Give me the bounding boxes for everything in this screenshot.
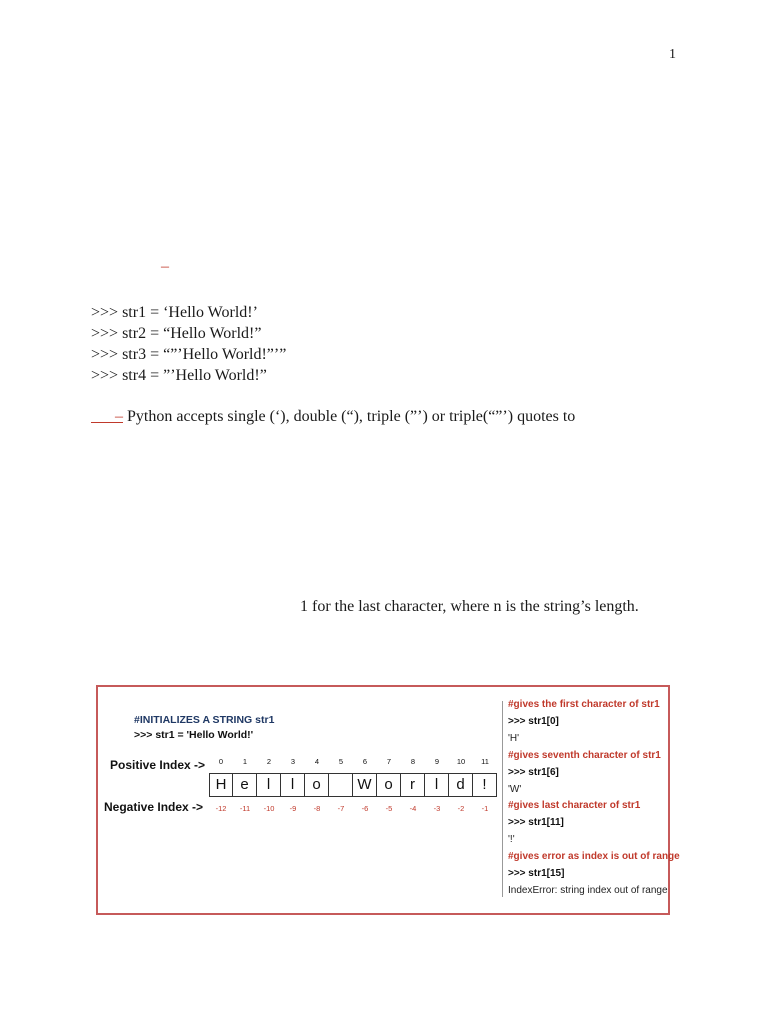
string-index-figure [96,685,680,915]
positive-index: 8 [410,757,416,766]
char-cell [329,773,353,797]
example-comment-line: #gives seventh character of str1 [508,749,661,761]
negative-index: -2 [457,804,465,813]
negative-index: -7 [337,804,345,813]
example-comment-line: #gives error as index is out of range [508,851,680,863]
char-cell: o [377,773,401,797]
example-output-line: 'H' [508,732,520,744]
code-line-str3: >>> str3 = “”’Hello World!”’” [91,346,287,363]
char-cell: ! [473,773,497,797]
example-code-line: >>> str1[6] [508,766,559,778]
example-code-line: >>> str1[15] [508,868,565,879]
positive-index: 11 [481,757,489,766]
positive-index: 10 [456,757,466,766]
char-cell: l [425,773,449,797]
negative-index: -5 [385,804,393,813]
char-cell: r [401,773,425,797]
positive-index: 3 [290,757,296,766]
index-length-text: 1 for the last character, where n is the string’s length. [300,598,639,615]
example-output-line: '!' [508,834,515,846]
char-cell: W [353,773,377,797]
example-output-line: 'W' [508,783,522,795]
positive-index: 6 [362,757,368,766]
negative-index: -6 [361,804,369,813]
positive-index-label: Positive Index -> [110,758,206,772]
code-line-str4: >>> str4 = ”’Hello World!” [91,367,267,384]
example-comment-line: #gives the first character of str1 [508,699,660,710]
positive-index: 9 [434,757,440,766]
underlined-dash: – [91,408,123,425]
quotes-description-text: Python accepts single (‘), double (“), triple (”’) or triple(“”’) quotes to [123,408,576,425]
positive-index: 0 [218,757,224,766]
init-code: >>> str1 = 'Hello World!' [134,729,254,741]
positive-index: 7 [386,757,392,766]
example-code-line: >>> str1[11] [508,817,564,829]
char-cell: d [449,773,473,797]
char-cell: H [209,773,233,797]
positive-index: 1 [242,757,248,766]
char-cell: l [281,773,305,797]
code-line-str1: >>> str1 = ‘Hello World!’ [91,304,258,321]
red-dash: – [161,258,169,275]
negative-index: -1 [481,804,489,813]
example-error-line: IndexError: string index out of range [508,884,668,896]
negative-index: -10 [263,804,275,813]
negative-index: -9 [289,804,297,813]
positive-index: 2 [266,757,272,766]
column-divider [502,701,503,897]
example-code-line: >>> str1[0] [508,715,559,727]
negative-index: -8 [313,804,321,813]
negative-index: -4 [409,804,417,813]
init-comment: #INITIALIZES A STRING str1 [134,714,275,726]
char-cell: e [233,773,257,797]
quotes-description [91,408,575,426]
character-row [209,773,497,797]
negative-index: -3 [433,804,441,813]
negative-index: -11 [239,804,251,813]
code-line-str2: >>> str2 = “Hello World!” [91,325,262,342]
example-comment-line: #gives last character of str1 [508,800,641,812]
positive-index: 5 [338,757,344,766]
char-cell: l [257,773,281,797]
positive-index: 4 [314,757,320,766]
char-cell: o [305,773,329,797]
page-number: 1 [669,47,676,62]
negative-index: -12 [215,804,227,813]
negative-index-label: Negative Index -> [104,800,204,814]
